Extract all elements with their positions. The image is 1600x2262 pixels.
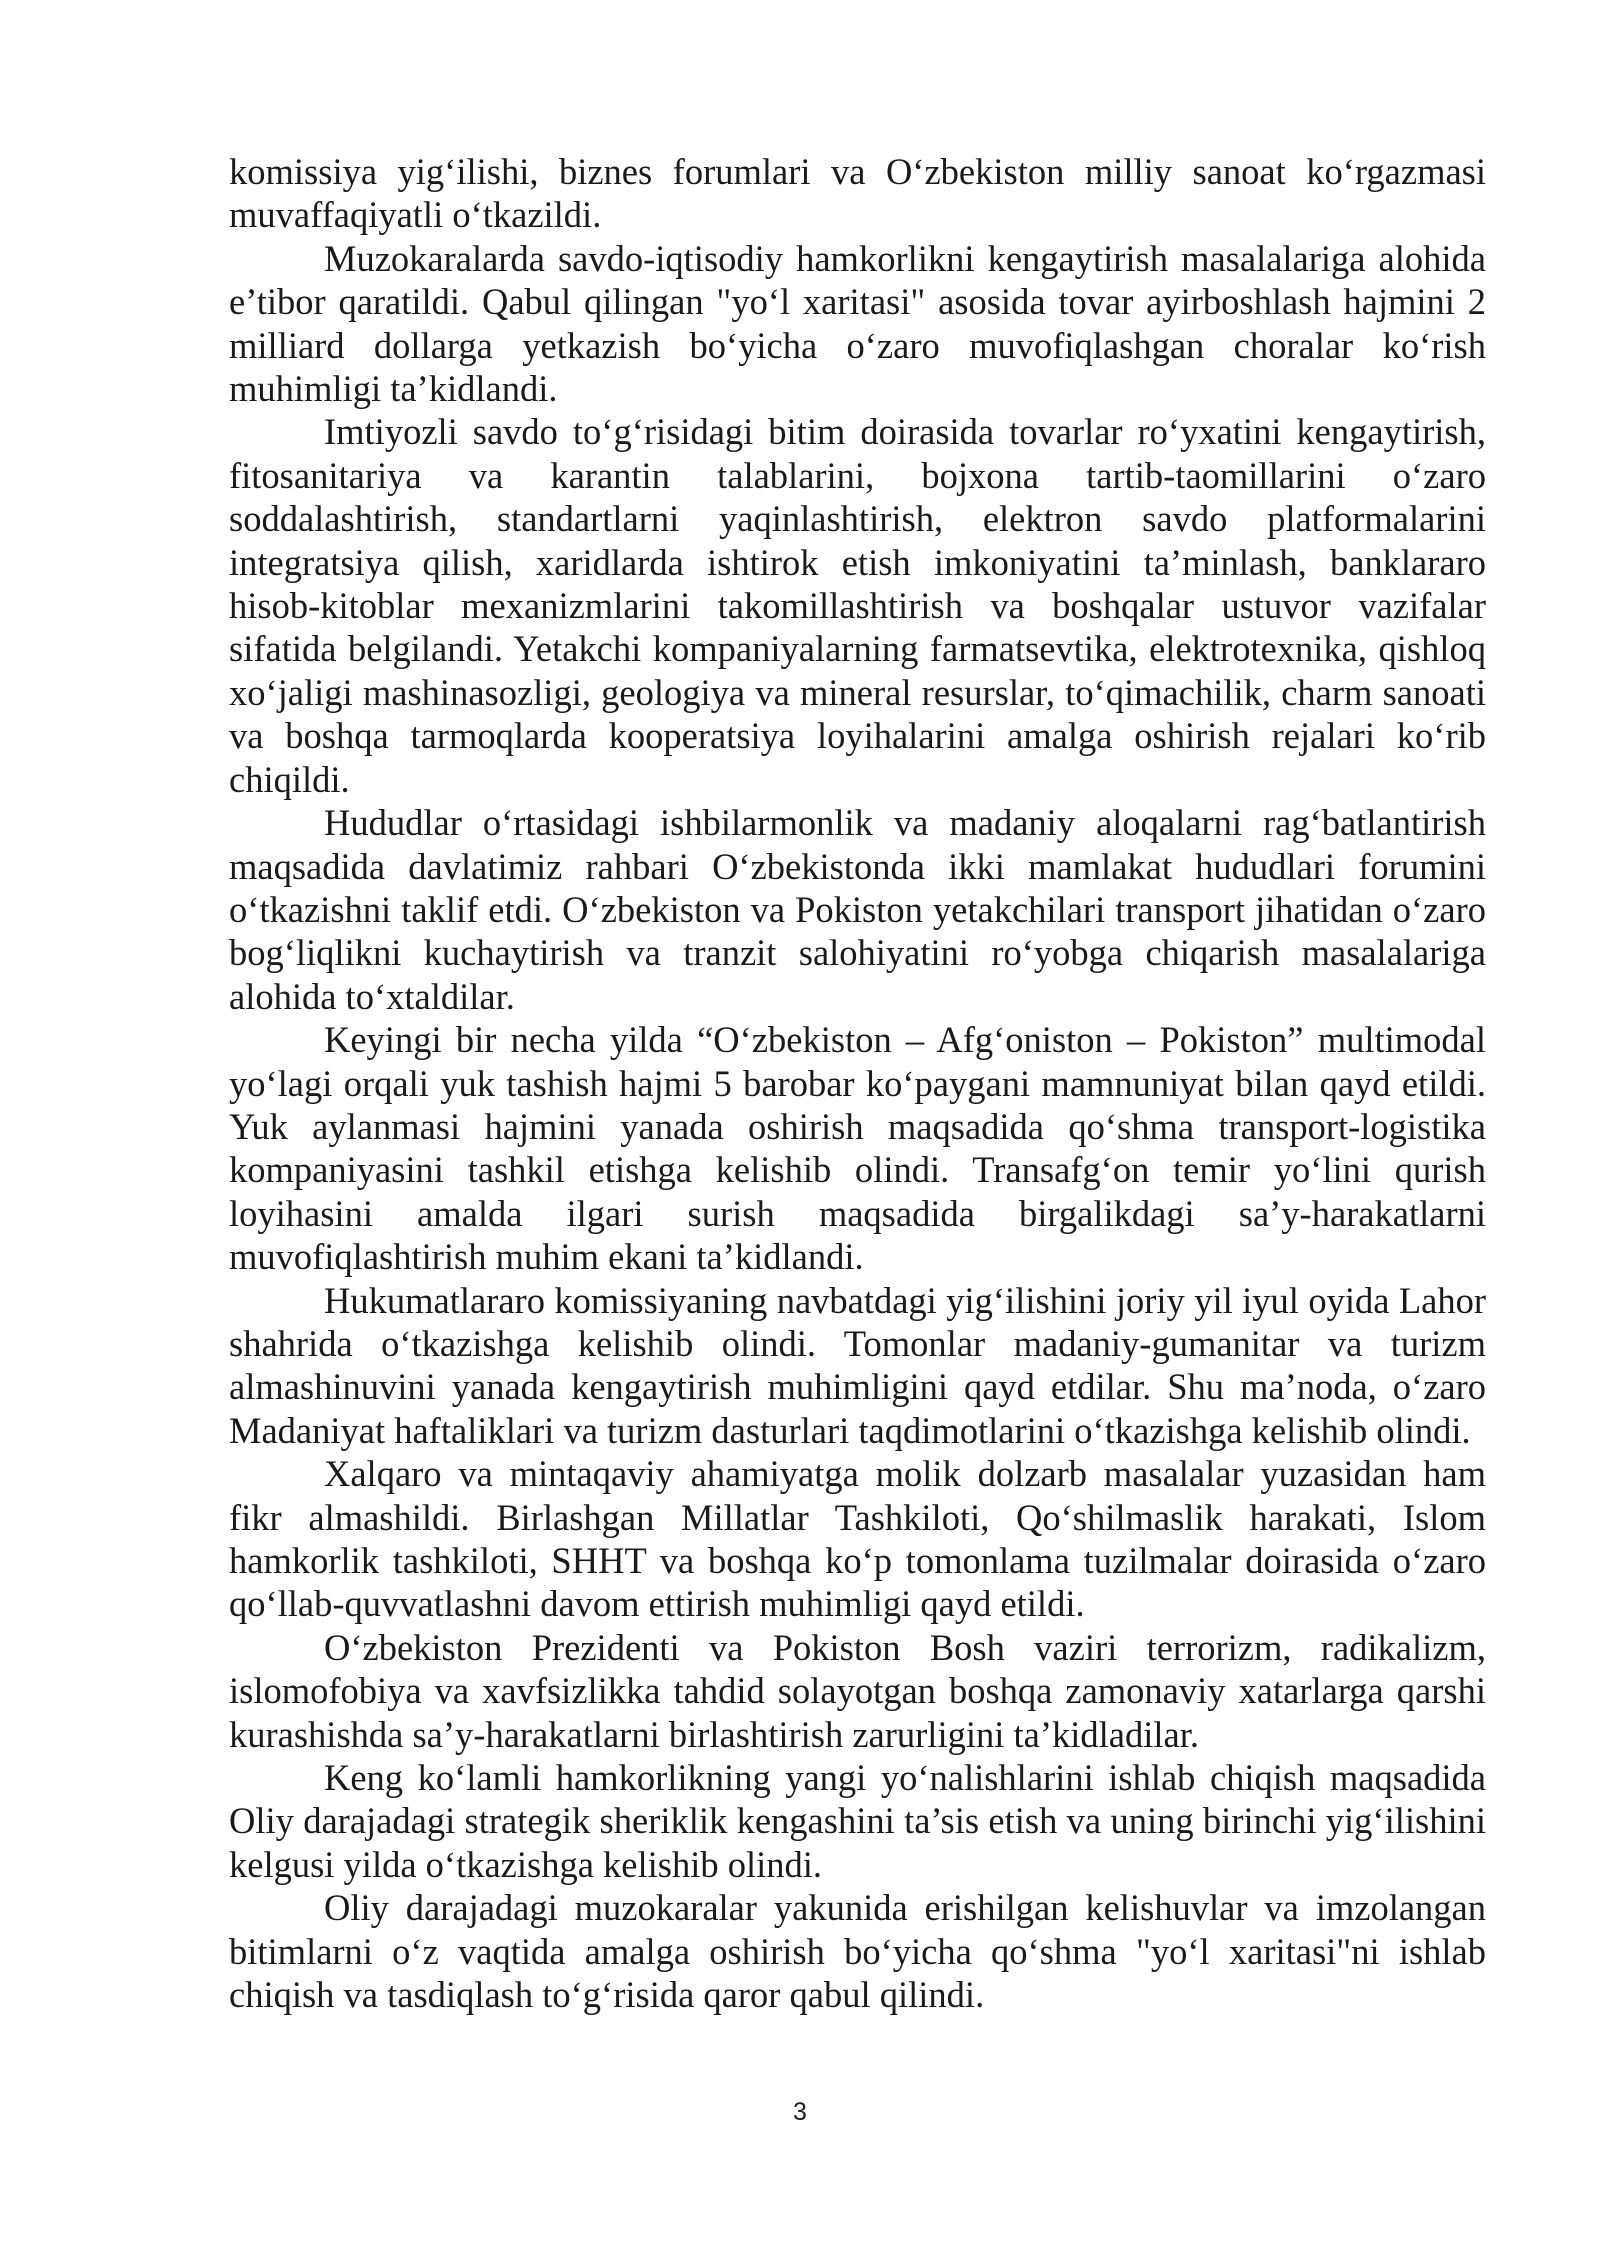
page-number: 3 xyxy=(793,2098,807,2126)
body-text xyxy=(229,150,1486,2016)
paragraph-8: O‘zbekiston Prezidenti va Pokiston Bosh vaziri terrorizm, radikalizm, islomofobiya va xavfsizlikka tahdid solayotgan boshqa zamonaviy xatarlarga qarshi kurashishda sa’y-harakatlarni birlashtirish zarurligini ta’kidladilar. xyxy=(229,1626,1486,1755)
paragraph-1: komissiya yig‘ilishi, biznes forumlari va O‘zbekiston milliy sanoat ko‘rgazmasi muvaffaqiyatli o‘tkazildi. xyxy=(229,151,1486,236)
paragraph-10: Oliy darajadagi muzokaralar yakunida erishilgan kelishuvlar va imzolangan bitimlarni o‘z vaqtida amalga oshirish bo‘yicha qo‘shma "yo‘l xaritasi"ni ishlab chiqish va tasdiqlash to‘g‘risida qaror qabul qilindi. xyxy=(229,1887,1486,2016)
paragraph-7: Xalqaro va mintaqaviy ahamiyatga molik dolzarb masalalar yuzasidan ham fikr almashildi. Birlashgan Millatlar Tashkiloti, Qo‘shilmaslik harakati, Islom hamkorlik tashkiloti, SHHT va boshqa ko‘p tomonlama tuzilmalar doirasida o‘zaro qo‘llab-quvvatlashni davom ettirish muhimligi qayd etildi. xyxy=(229,1453,1486,1625)
paragraph-9: Keng ko‘lamli hamkorlikning yangi yo‘nalishlarini ishlab chiqish maqsadida Oliy darajadagi strategik sheriklik kengashini ta’sis etish va uning birinchi yig‘ilishini kelgusi yilda o‘tkazishga kelishib olindi. xyxy=(229,1757,1486,1885)
paragraph-4: Hududlar o‘rtasidagi ishbilarmonlik va madaniy aloqalarni rag‘batlantirish maqsadida davlatimiz rahbari O‘zbekistonda ikki mamlakat hududlari forumini o‘tkazishni taklif etdi. O‘zbekiston va Pokiston yetakchilari transport jihatidan o‘zaro bog‘liqlikni kuchaytirish va tranzit salohiyatini ro‘yobga chiqarish masalalariga alohida to‘xtaldilar. xyxy=(229,802,1486,1017)
paragraph-5: Keyingi bir necha yilda “O‘zbekiston – Afg‘oniston – Pokiston” multimodal yo‘lagi orqali yuk tashish hajmi 5 barobar ko‘paygani mamnuniyat bilan qayd etildi. Yuk aylanmasi hajmini yanada oshirish maqsadida qo‘shma transport-logistika kompaniyasini tashkil etishga kelishib olindi. Transafg‘on temir yo‘lini qurish loyihasini amalda ilgari surish maqsadida birgalikdagi sa’y-harakatlarni muvofiqlashtirish muhim ekani ta’kidlandi. xyxy=(229,1019,1486,1278)
paragraph-3: Imtiyozli savdo to‘g‘risidagi bitim doirasida tovarlar ro‘yxatini kengaytirish, fitosanitariya va karantin talablarini, bojxona tartib-taomillarini o‘zaro soddalashtirish, standartlarni yaqinlashtirish, elektron savdo platformalarini integratsiya qilish, xaridlarda ishtirok etish imkoniyatini ta’minlash, banklararo hisob-kitoblar mexanizmlarini takomillashtirish va boshqalar ustuvor vazifalar sifatida belgilandi. Yetakchi kompaniyalarning farmatsevtika, elektrotexnika, qishloq xo‘jaligi mashinasozligi, geologiya va mineral resurslar, to‘qimachilik, charm sanoati va boshqa tarmoqlarda kooperatsiya loyihalarini amalga oshirish rejalari ko‘rib chiqildi. xyxy=(229,411,1486,800)
paragraph-6: Hukumatlararo komissiyaning navbatdagi yig‘ilishini joriy yil iyul oyida Lahor shahrida o‘tkazishga kelishib olindi. Tomonlar madaniy-gumanitar va turizm almashinuvini yanada kengaytirish muhimligini qayd etdilar. Shu ma’noda, o‘zaro Madaniyat haftaliklari va turizm dasturlari taqdimotlarini o‘tkazishga kelishib olindi. xyxy=(229,1279,1486,1451)
paragraph-2: Muzokaralarda savdo-iqtisodiy hamkorlikni kengaytirish masalalariga alohida e’tibor qaratildi. Qabul qilingan "yo‘l xaritasi" asosida tovar ayirboshlash hajmini 2 milliard dollarga yetkazish bo‘yicha o‘zaro muvofiqlashgan choralar ko‘rish muhimligi ta’kidlandi. xyxy=(229,237,1486,410)
